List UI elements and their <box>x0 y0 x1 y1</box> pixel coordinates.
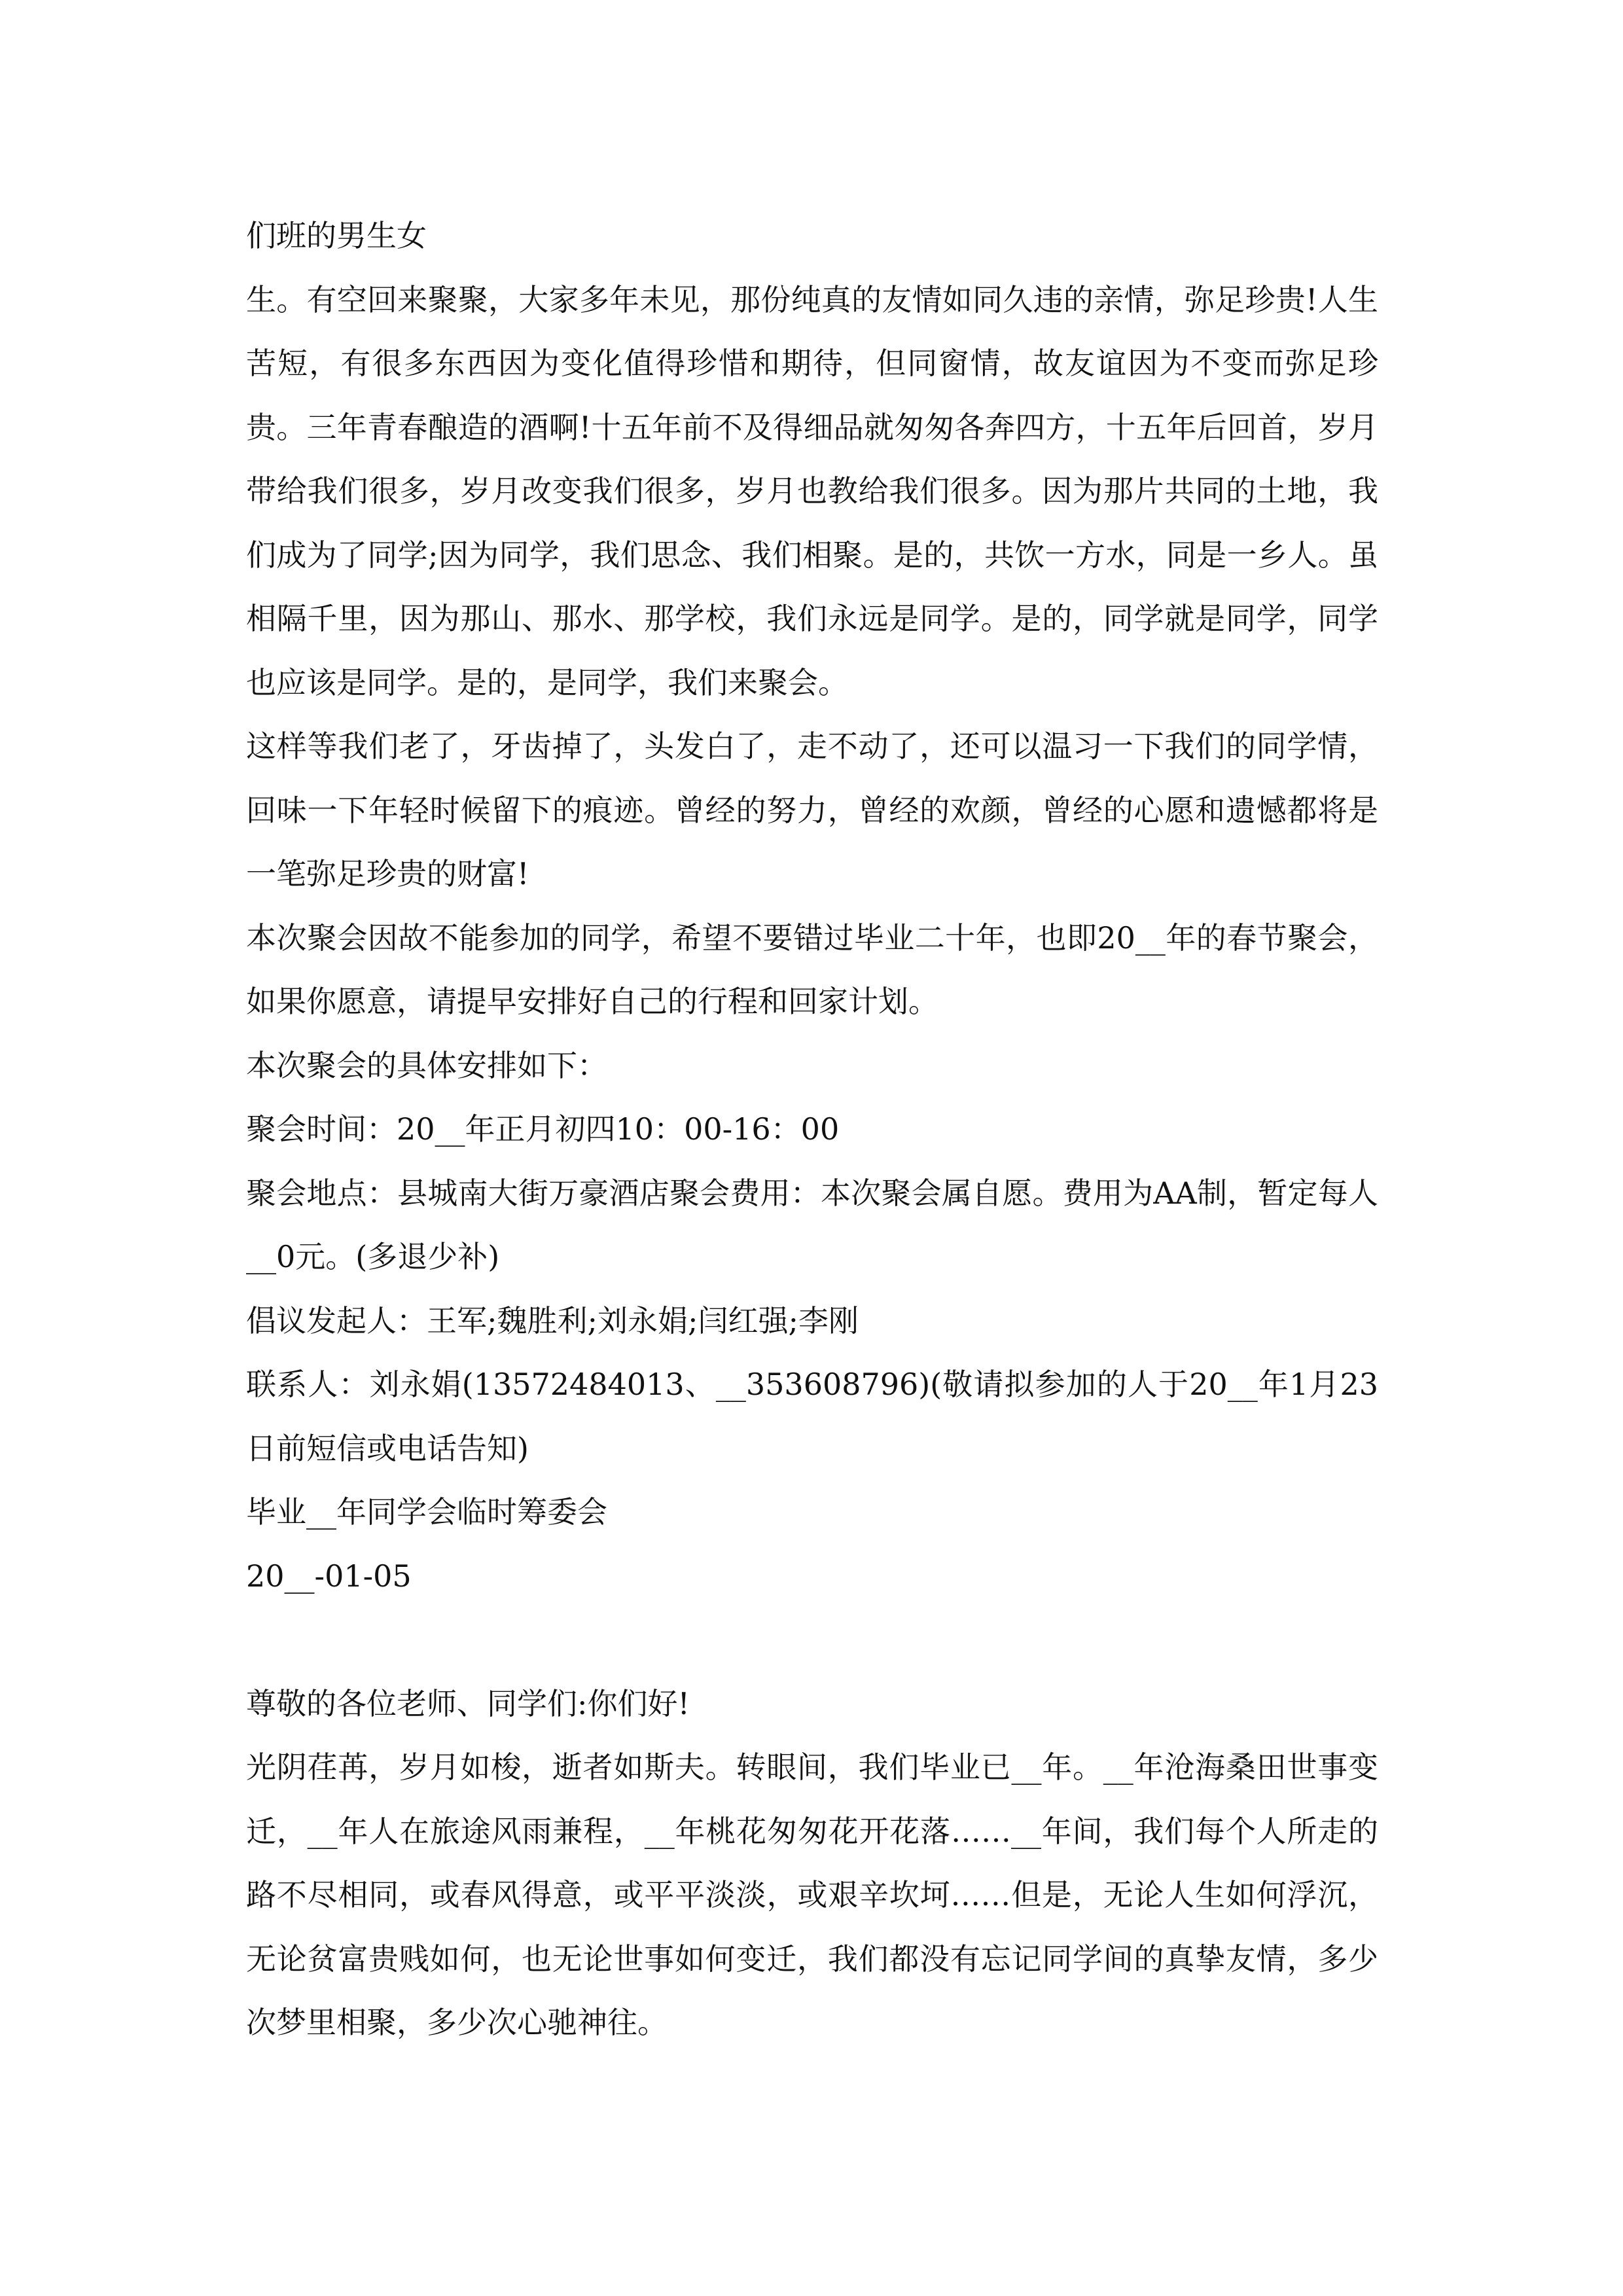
section-gap <box>246 1608 1378 1672</box>
paragraph-absent-notice: 本次聚会因故不能参加的同学，希望不要错过毕业二十年，也即20__年的春节聚会，如果你愿意，请提早安排好自己的行程和回家计划。 <box>246 920 1378 1019</box>
paragraph-greeting: 尊敬的各位老师、同学们:你们好! <box>246 1685 690 1721</box>
paragraph-meeting-place-fee: 聚会地点：县城南大街万豪酒店聚会费用：本次聚会属自愿。费用为AA制，暂定每人__0元。(多退少补) <box>246 1175 1378 1274</box>
paragraph-friendship: 生。有空回来聚聚，大家多年未见，那份纯真的友情如同久违的亲情，弥足珍贵!人生苦短，有很多东西因为变化值得珍惜和期待，但同窗情，故友谊因为不变而弥足珍贵。三年青春酿造的酒啊!十五年前不及得细品就匆匆各奔四方，十五年后回首，岁月带给我们很多，岁月改变我们很多，岁月也教给我们很多。因为那片共同的土地，我们成为了同学;因为同学，我们思念、我们相聚。是的，共饮一方水，同是一乡人。虽相隔千里，因为那山、那水、那学校，我们永远是同学。是的，同学就是同学，同学也应该是同学。是的，是同学，我们来聚会。 <box>246 281 1378 700</box>
paragraph-contact: 联系人：刘永娟(13572484013、__353608796)(敬请拟参加的人于20__年1月23日前短信或电话告知) <box>246 1367 1378 1466</box>
paragraph-class-intro: 们班的男生女 <box>246 218 427 253</box>
paragraph-arrangement-heading: 本次聚会的具体安排如下： <box>246 1047 607 1083</box>
document-body <box>246 204 1378 2055</box>
paragraph-initiators: 倡议发起人：王军;魏胜利;刘永娟;闫红强;李刚 <box>246 1302 859 1338</box>
paragraph-date: 20__-01-05 <box>246 1558 412 1594</box>
paragraph-time-passes: 光阴荏苒，岁月如梭，逝者如斯夫。转眼间，我们毕业已__年。__年沧海桑田世事变迁，__年人在旅途风雨兼程，__年桃花匆匆花开花落……__年间，我们每个人所走的路不尽相同，或春风得意，或平平淡淡，或艰辛坎坷……但是，无论人生如何浮沉，无论贫富贵贱如何，也无论世事如何变迁，我们都没有忘记同学间的真挚友情，多少次梦里相聚，多少次心驰神往。 <box>246 1749 1378 2040</box>
paragraph-committee: 毕业__年同学会临时筹委会 <box>246 1494 607 1530</box>
paragraph-memories: 这样等我们老了，牙齿掉了，头发白了，走不动了，还可以温习一下我们的同学情，回味一下年轻时候留下的痕迹。曾经的努力，曾经的欢颜，曾经的心愿和遗憾都将是一笔弥足珍贵的财富! <box>246 728 1378 891</box>
paragraph-meeting-time: 聚会时间：20__年正月初四10：00-16：00 <box>246 1111 840 1147</box>
